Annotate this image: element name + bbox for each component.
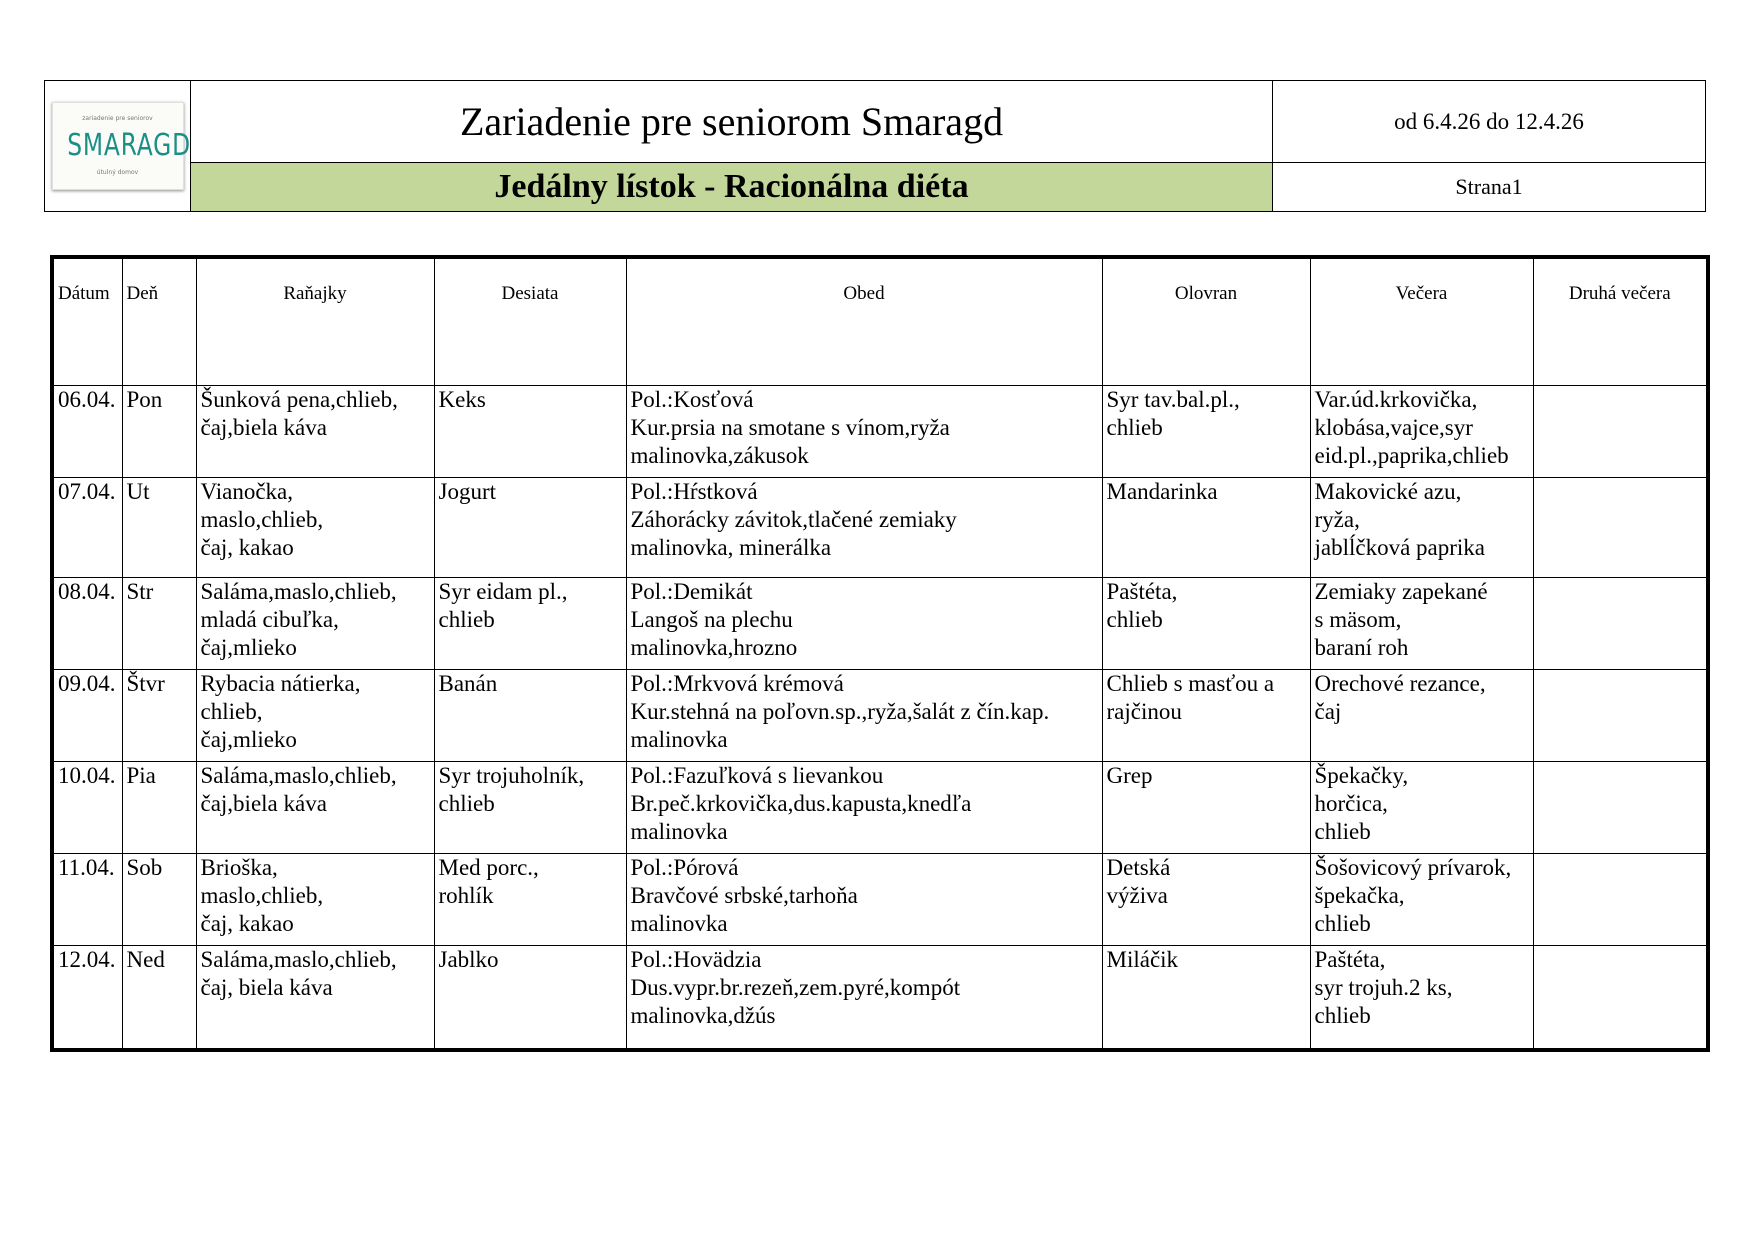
logo-tagline-bottom: útulný domov — [96, 169, 139, 176]
cell-lunch: Pol.:Pórová Bravčové srbské,tarhoňa malinovka — [626, 853, 1102, 945]
cell-snack: Keks — [434, 385, 626, 477]
table-row — [52, 385, 1708, 477]
cell-day: Sob — [122, 853, 196, 945]
cell-lunch: Pol.:Kosťová Kur.prsia na smotane s vínom,ryža malinovka,zákusok — [626, 385, 1102, 477]
cell-lunch: Pol.:Demikát Langoš na plechu malinovka,hrozno — [626, 577, 1102, 669]
cell-afternoon-snack: Grep — [1102, 761, 1310, 853]
cell-lunch: Pol.:Hovädzia Dus.vypr.br.rezeň,zem.pyré,kompót malinovka,džús — [626, 945, 1102, 1050]
cell-breakfast: Saláma,maslo,chlieb, mladá cibuľka, čaj,mlieko — [196, 577, 434, 669]
cell-lunch: Pol.:Hŕstková Záhorácky závitok,tlačené zemiaky malinovka, minerálka — [626, 477, 1102, 577]
column-header-dinner: Večera — [1310, 257, 1533, 385]
cell-breakfast: Šunková pena,chlieb, čaj,biela káva — [196, 385, 434, 477]
cell-date: 12.04. — [52, 945, 122, 1050]
cell-lunch: Pol.:Mrkvová krémová Kur.stehná na poľovn.sp.,ryža,šalát z čín.kap. malinovka — [626, 669, 1102, 761]
cell-day: Ned — [122, 945, 196, 1050]
cell-second-dinner — [1533, 477, 1708, 577]
cell-snack: Jogurt — [434, 477, 626, 577]
cell-snack: Syr eidam pl., chlieb — [434, 577, 626, 669]
cell-afternoon-snack: Miláčik — [1102, 945, 1310, 1050]
cell-date: 09.04. — [52, 669, 122, 761]
table-header-row — [52, 257, 1708, 385]
smaragd-logo — [52, 102, 191, 190]
cell-snack: Syr trojuholník, chlieb — [434, 761, 626, 853]
page-title: Zariadenie pre seniorom Smaragd — [191, 81, 1273, 163]
cell-snack: Med porc., rohlík — [434, 853, 626, 945]
logo-cell — [45, 81, 191, 212]
cell-dinner: Špekačky, horčica, chlieb — [1310, 761, 1533, 853]
cell-dinner: Šošovicový prívarok, špekačka, chlieb — [1310, 853, 1533, 945]
table-row — [52, 577, 1708, 669]
cell-dinner: Makovické azu, ryža, jablĺčková paprika — [1310, 477, 1533, 577]
cell-dinner: Orechové rezance, čaj — [1310, 669, 1533, 761]
cell-afternoon-snack: Detská výživa — [1102, 853, 1310, 945]
cell-afternoon-snack: Chlieb s masťou a rajčinou — [1102, 669, 1310, 761]
cell-day: Pon — [122, 385, 196, 477]
cell-afternoon-snack: Mandarinka — [1102, 477, 1310, 577]
column-header-breakfast: Raňajky — [196, 257, 434, 385]
cell-lunch: Pol.:Fazuľková s lievankou Br.peč.krkovička,dus.kapusta,knedľa malinovka — [626, 761, 1102, 853]
column-header-date: Dátum — [52, 257, 122, 385]
table-row — [52, 477, 1708, 577]
cell-second-dinner — [1533, 669, 1708, 761]
cell-second-dinner — [1533, 577, 1708, 669]
cell-snack: Banán — [434, 669, 626, 761]
cell-date: 10.04. — [52, 761, 122, 853]
cell-day: Str — [122, 577, 196, 669]
cell-dinner: Zemiaky zapekané s mäsom, baraní roh — [1310, 577, 1533, 669]
cell-date: 07.04. — [52, 477, 122, 577]
column-header-day: Deň — [122, 257, 196, 385]
cell-afternoon-snack: Paštéta, chlieb — [1102, 577, 1310, 669]
cell-date: 06.04. — [52, 385, 122, 477]
cell-second-dinner — [1533, 761, 1708, 853]
table-row — [52, 669, 1708, 761]
cell-breakfast: Rybacia nátierka, chlieb, čaj,mlieko — [196, 669, 434, 761]
cell-snack: Jablko — [434, 945, 626, 1050]
date-range: od 6.4.26 do 12.4.26 — [1273, 81, 1706, 163]
cell-day: Štvr — [122, 669, 196, 761]
table-row — [52, 761, 1708, 853]
cell-date: 08.04. — [52, 577, 122, 669]
cell-breakfast: Saláma,maslo,chlieb, čaj,biela káva — [196, 761, 434, 853]
column-header-snack: Desiata — [434, 257, 626, 385]
table-row — [52, 853, 1708, 945]
cell-breakfast: Brioška, maslo,chlieb, čaj, kakao — [196, 853, 434, 945]
column-header-afternoon-snack: Olovran — [1102, 257, 1310, 385]
menu-subtitle: Jedálny lístok - Racionálna diéta — [191, 163, 1273, 212]
cell-second-dinner — [1533, 853, 1708, 945]
cell-dinner: Paštéta, syr trojuh.2 ks, chlieb — [1310, 945, 1533, 1050]
column-header-lunch: Obed — [626, 257, 1102, 385]
cell-day: Ut — [122, 477, 196, 577]
column-header-second-dinner: Druhá večera — [1533, 257, 1708, 385]
cell-breakfast: Saláma,maslo,chlieb, čaj, biela káva — [196, 945, 434, 1050]
cell-dinner: Var.úd.krkovička, klobása,vajce,syr eid.pl.,paprika,chlieb — [1310, 385, 1533, 477]
cell-second-dinner — [1533, 385, 1708, 477]
cell-breakfast: Vianočka, maslo,chlieb, čaj, kakao — [196, 477, 434, 577]
cell-second-dinner — [1533, 945, 1708, 1050]
logo-tagline-top: zariadenie pre seniorov — [82, 115, 153, 122]
cell-day: Pia — [122, 761, 196, 853]
table-row — [52, 945, 1708, 1050]
logo-brand: SMARAGD — [66, 128, 191, 163]
weekly-menu-table — [50, 255, 1710, 1052]
page-number: Strana1 — [1273, 163, 1706, 212]
cell-afternoon-snack: Syr tav.bal.pl., chlieb — [1102, 385, 1310, 477]
cell-date: 11.04. — [52, 853, 122, 945]
header-block — [44, 80, 1706, 212]
